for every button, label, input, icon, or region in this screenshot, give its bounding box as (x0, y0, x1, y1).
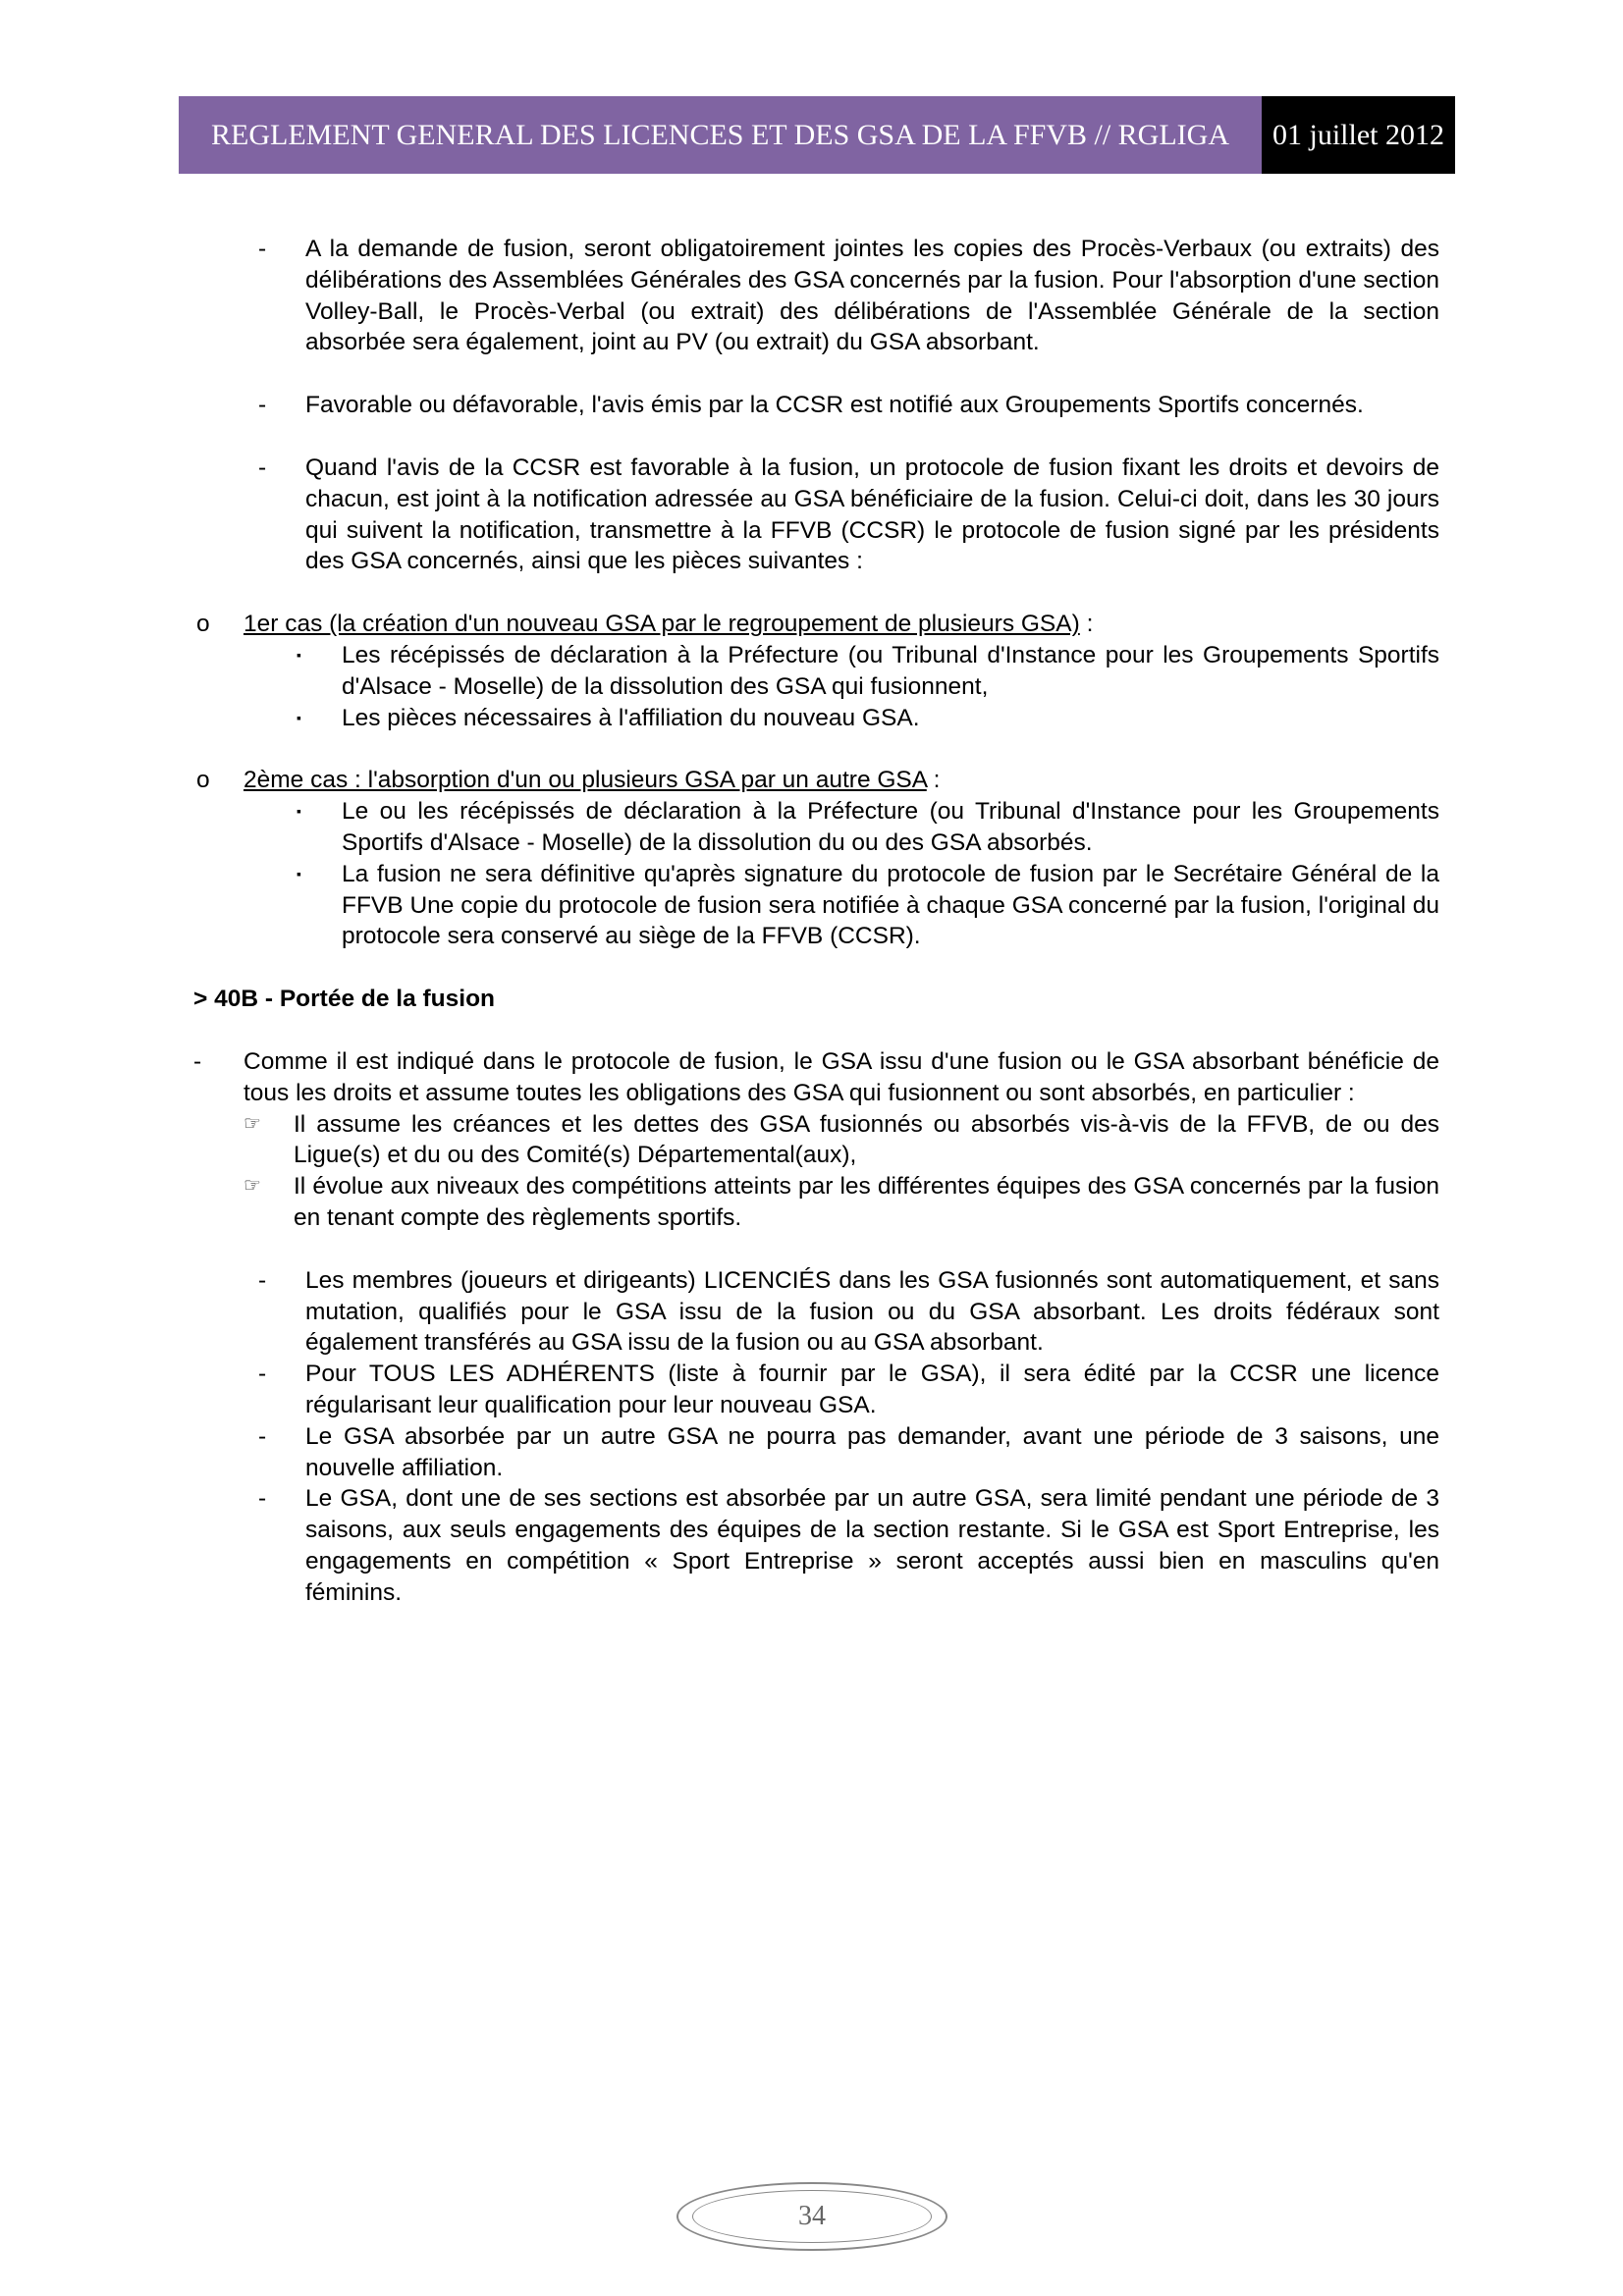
dash-bullet: - (258, 236, 267, 262)
paragraph-ccsr-opinion (258, 390, 1439, 421)
paragraph-text: Comme il est indiqué dans le protocole de fusion, le GSA issu d'une fusion ou le GSA absorbant bénéficie de tous les droits et assume toutes les obligations des GSA qui fusionnent ou sont absorbés, en particulier : (243, 1047, 1439, 1106)
paragraph-section-absorbed (258, 1483, 1439, 1608)
dash-bullet: - (258, 1485, 267, 1513)
dash-bullet: - (258, 1266, 267, 1294)
dash-bullet: - (258, 1422, 267, 1450)
paragraph-text: Quand l'avis de la CCSR est favorable à la fusion, un protocole de fusion fixant les droits et devoirs de chacun, est joint à la notification adressée au GSA bénéficiaire de la fusion. Celui-ci doit, dans les 30 jours qui suivent la notification, transmettre à la FFVB (CCSR) le protocole de fusion signé par les présidents des GSA concernés, ainsi que les pièces suivantes : (305, 454, 1439, 575)
case-1-item (297, 703, 1439, 734)
paragraph-text: Le GSA absorbée par un autre GSA ne pourra pas demander, avant une période de 3 saisons, une nouvelle affiliation. (305, 1422, 1439, 1481)
list-item-text: Les pièces nécessaires à l'affiliation du nouveau GSA. (342, 704, 920, 731)
paragraph-text: Favorable ou défavorable, l'avis émis par la CCSR est notifié aux Groupements Sportifs concernés. (305, 392, 1364, 419)
paragraph-members-transfer (258, 1265, 1439, 1359)
paragraph-text: Le GSA, dont une de ses sections est absorbée par un autre GSA, sera limité pendant une période de 3 saisons, aux seuls engagements des équipes de la section restante. Si le GSA est Sport Entreprise, les engagements en compétition « Sport Entreprise » seront acceptés aussi bien en masculins qu'en féminins. (305, 1485, 1439, 1606)
case-title-suffix: : (926, 767, 941, 794)
paragraph-all-members (258, 1359, 1439, 1421)
paragraph-scope-intro (193, 1046, 1439, 1109)
paragraph-text: Les membres (joueurs et dirigeants) LICENCIÉS dans les GSA fusionnés sont automatiquement, et sans mutation, qualifiés pour le GSA issu de la fusion ou du GSA absorbant. Les droits fédéraux sont également transférés au GSA issu de la fusion ou au GSA absorbant. (305, 1266, 1439, 1357)
circle-bullet: o (196, 611, 210, 638)
dash-bullet: - (258, 392, 267, 419)
case-2-heading (196, 765, 1439, 796)
square-bullet: ▪ (297, 709, 301, 725)
case-2-item (297, 859, 1439, 952)
scope-point (243, 1109, 1439, 1172)
dash-bullet: - (258, 454, 267, 481)
paragraph-absorbed-gsa (258, 1421, 1439, 1484)
section-heading: > 40B - Portée de la fusion (193, 986, 496, 1013)
page-header (179, 96, 1455, 174)
case-title: 2ème cas : l'absorption d'un ou plusieurs GSA par un autre GSA (243, 767, 927, 794)
page-body (0, 234, 1623, 1608)
list-item-text: Il évolue aux niveaux des compétitions atteints par les différentes équipes des GSA concernés par la fusion en tenant compte des règlements sportifs. (294, 1173, 1439, 1231)
paragraph-text: A la demande de fusion, seront obligatoirement jointes les copies des Procès-Verbaux (ou extraits) des délibérations des Assemblées Générales des GSA concernés par la fusion. Pour l'absorption d'une section Volley-Ball, le Procès-Verbal (ou extrait) des délibérations de l'Assemblée Générale de la section absorbée sera également, joint au PV (ou extrait) du GSA absorbant. (305, 236, 1439, 356)
page-number-badge (676, 2182, 947, 2251)
scope-point (243, 1171, 1439, 1234)
list-item-text: Les récépissés de déclaration à la Préfecture (ou Tribunal d'Instance pour les Groupements Sportifs d'Alsace - Moselle) de la dissolution des GSA qui fusionnent, (342, 641, 1439, 700)
square-bullet: ▪ (297, 803, 301, 820)
paragraph-fusion-request (258, 234, 1439, 358)
pointing-hand-icon: ☞ (243, 1112, 261, 1135)
list-item-text: La fusion ne sera définitive qu'après signature du protocole de fusion par le Secrétaire Général de la FFVB Une copie du protocole de fusion sera notifiée à chaque GSA concerné par la fusion, l'original du protocole sera conservé au siège de la FFVB (CCSR). (342, 860, 1439, 950)
header-date: 01 juillet 2012 (1262, 96, 1455, 174)
paragraph-text: Pour TOUS LES ADHÉRENTS (liste à fournir par le GSA), il sera édité par la CCSR une licence régularisant leur qualification pour leur nouveau GSA. (305, 1361, 1439, 1418)
list-item-text: Le ou les récépissés de déclaration à la Préfecture (ou Tribunal d'Instance pour les Groupements Sportifs d'Alsace - Moselle) de la dissolution du ou des GSA absorbés. (342, 798, 1439, 856)
pointing-hand-icon: ☞ (243, 1175, 261, 1198)
case-title: 1er cas (la création d'un nouveau GSA par le regroupement de plusieurs GSA) (243, 611, 1080, 638)
case-title-suffix: : (1079, 611, 1094, 638)
square-bullet: ▪ (297, 865, 301, 881)
list-item-text: Il assume les créances et les dettes des GSA fusionnés ou absorbés vis-à-vis de la FFVB, de ou des Ligue(s) et du ou des Comité(s) Départemental(aux), (294, 1110, 1439, 1169)
header-title: REGLEMENT GENERAL DES LICENCES ET DES GSA DE LA FFVB // RGLIGA (179, 96, 1262, 174)
case-1-heading (196, 609, 1439, 640)
page-number: 34 (798, 2201, 826, 2231)
dash-bullet: - (193, 1047, 202, 1075)
square-bullet: ▪ (297, 646, 301, 663)
paragraph-fusion-protocol (258, 453, 1439, 577)
case-1-item (297, 640, 1439, 703)
dash-bullet: - (258, 1361, 267, 1388)
case-2-item (297, 796, 1439, 859)
circle-bullet: o (196, 767, 210, 794)
